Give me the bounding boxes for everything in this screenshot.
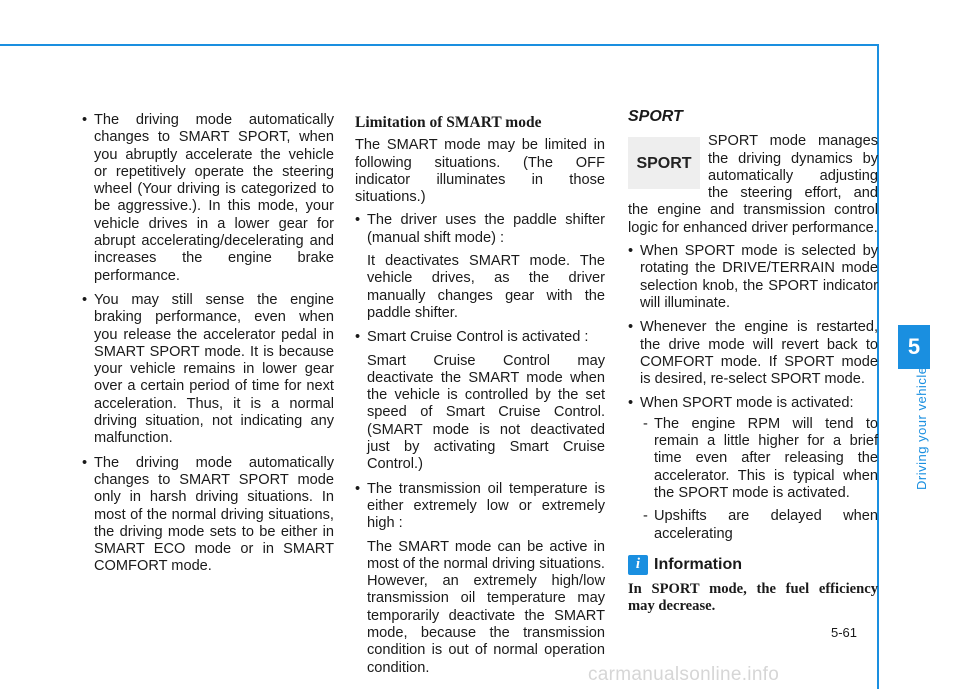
column-right — [628, 108, 878, 616]
list-item: • Whenever the engine is restarted, the drive mode will revert back to COMFORT mode. If SPORT mode is desired, re-select SPORT mode. — [628, 319, 878, 388]
section-intro: SPORT mode manages the driving dynamics by automatically adjusting the steering effort, and the engine and transmission control logic for enhanced driver performance. — [628, 133, 878, 236]
list-item: - Upshifts are delayed when accelerating — [640, 508, 878, 543]
information-header — [628, 555, 878, 575]
information-title: Information — [654, 556, 742, 574]
dash-list — [640, 416, 878, 543]
watermark: carmanualsonline.info — [588, 664, 780, 685]
information-icon: i — [628, 555, 648, 575]
list-item: • Smart Cruise Control is activated : Smart Cruise Control may deactivate the SMART mode when the vehicle is controlled by the set speed of Smart Cruise Control. (SMART mode is not deactivated just by activating Smart Cruise Control.) — [355, 329, 605, 473]
sport-intro-block — [628, 133, 878, 237]
information-text: In SPORT mode, the fuel efficiency may decrease. — [628, 580, 878, 615]
limitation-list — [355, 212, 605, 676]
list-item: • When SPORT mode is selected by rotating the DRIVE/TERRAIN mode selection knob, the SPORT indicator will illuminate. — [628, 243, 878, 312]
header-rule — [0, 44, 878, 46]
list-item: • When SPORT mode is activated: - The engine RPM will tend to remain a little higher for a brief time even after releasing the accelerator. This is typical when the SPORT mode is activated. - Upshifts are delayed when accelerating — [628, 395, 878, 542]
list-item: - The engine RPM will tend to remain a little higher for a brief time even after releasing the accelerator. This is typical when the SPORT mode is activated. — [640, 416, 878, 502]
section-heading: SPORT — [628, 108, 683, 125]
sport-list — [628, 243, 878, 543]
chapter-tab: 5 — [898, 325, 930, 369]
page-number: 5-61 — [831, 625, 858, 640]
list-item: • The driving mode automatically changes to SMART SPORT, when you abruptly accelerate the vehicle or repetitively operate the steering wheel (Your driving is categorized to be aggressive.). In this mode, your vehicle drives in a lower gear for abrupt accelerating/decelerating and increases the engine brake performance. — [82, 112, 334, 285]
bullet-list — [82, 112, 334, 576]
section-intro: The SMART mode may be limited in following situations. (The OFF indicator illuminates in those situations.) — [355, 137, 605, 206]
list-item: • The driver uses the paddle shifter (manual shift mode) : It deactivates SMART mode. The vehicle drives, as the driver manually changes gear with the paddle shifter. — [355, 212, 605, 322]
column-left — [82, 112, 334, 583]
list-item: • You may still sense the engine braking performance, even when you release the accelerator pedal in SMART SPORT mode. It is because your vehicle remains in lower gear over a certain period of time for next acceleration. Thus, it is a normal driving situation, not indicating any malfunction. — [82, 292, 334, 448]
list-item: • The transmission oil temperature is either extremely low or extremely high : The SMART mode can be active in most of the normal driving situations. However, an extremely high/low transmission oil temperature may temporarily deactivate the SMART mode, because the transmission condition is out of normal operation condition. — [355, 481, 605, 677]
sport-indicator-icon: SPORT — [628, 137, 700, 189]
list-item: • The driving mode automatically changes to SMART SPORT mode only in harsh driving situations. In most of the normal driving situations, the driving mode sets to be either in SMART ECO mode or in SMART COMFORT mode. — [82, 455, 334, 576]
chapter-title: Driving your vehicle — [914, 366, 929, 490]
column-middle — [355, 114, 605, 684]
section-heading: Limitation of SMART mode — [355, 114, 542, 131]
